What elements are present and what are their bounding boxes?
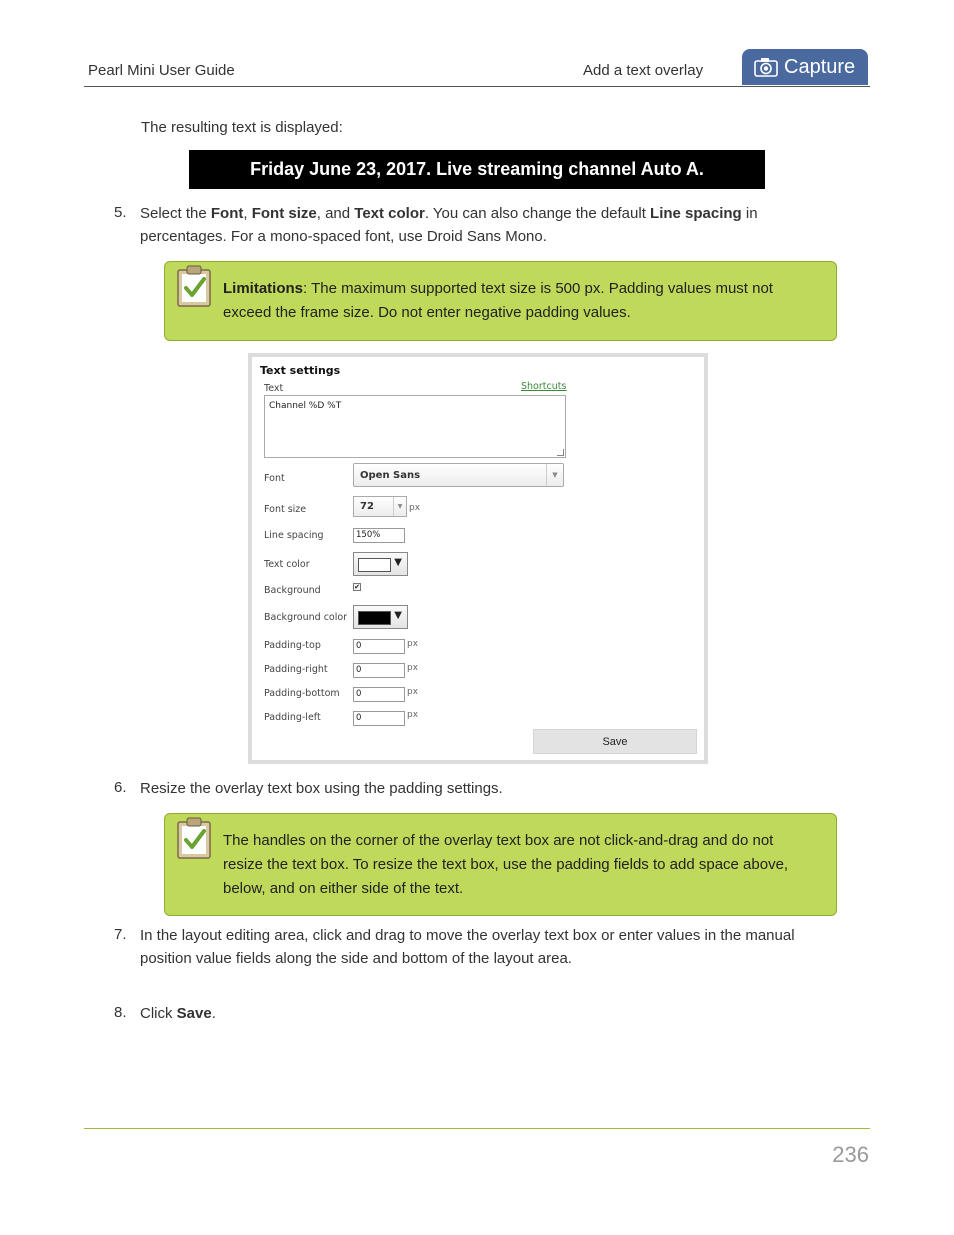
- header-divider: [84, 86, 870, 87]
- chevron-down-icon: ▼: [546, 464, 563, 486]
- limitations-note-text: Limitations: The maximum supported text size is 500 px. Padding values must not exceed the frame size. Do not enter negative padding values.: [223, 280, 773, 321]
- step-number: 8.: [114, 1004, 127, 1021]
- shortcuts-link[interactable]: Shortcuts: [521, 381, 567, 392]
- text-color-picker[interactable]: [353, 552, 408, 576]
- line-spacing-label: Line spacing: [264, 530, 324, 541]
- background-label: Background: [264, 585, 321, 596]
- limitations-note: [164, 261, 837, 341]
- handles-note-text: The handles on the corner of the overlay text box are not click-and-drag and do not resize the text box. To resize the text box, use the padding fields to add space above, below, and on either side of the text.: [223, 832, 789, 897]
- overlay-text-input[interactable]: Channel %D %T: [264, 395, 566, 458]
- handles-note: [164, 813, 837, 916]
- padding-right-unit: px: [407, 663, 419, 673]
- text-settings-title: Text settings: [260, 364, 341, 377]
- font-size-label: Font size: [264, 504, 307, 515]
- save-button[interactable]: Save: [533, 729, 697, 754]
- chevron-down-icon: ▼: [393, 497, 406, 516]
- capture-tab: [742, 49, 868, 85]
- clipboard-check-icon: [175, 264, 213, 308]
- padding-top-label: Padding-top: [264, 640, 321, 651]
- padding-bottom-unit: px: [407, 687, 419, 697]
- overlay-preview-banner: Friday June 23, 2017. Live streaming channel Auto A.: [189, 150, 765, 189]
- caret-down-icon: ▼: [394, 557, 402, 568]
- padding-right-label: Padding-right: [264, 664, 328, 675]
- intro-text: The resulting text is displayed:: [141, 119, 343, 136]
- step-text: Select the Font, Font size, and Text color. You can also change the default Line spacing in percentages. For a mono-spaced font, use Droid Sans Mono.: [140, 205, 758, 245]
- padding-top-input[interactable]: 0: [353, 639, 405, 654]
- padding-left-unit: px: [407, 710, 419, 720]
- text-settings-panel: [248, 353, 708, 764]
- line-spacing-input[interactable]: 150%: [353, 528, 405, 543]
- section-title: Add a text overlay: [583, 62, 704, 79]
- doc-title: Pearl Mini User Guide: [88, 62, 235, 79]
- padding-top-unit: px: [407, 639, 419, 649]
- footer-divider: [84, 1128, 870, 1129]
- background-checkbox[interactable]: ✔: [354, 583, 360, 591]
- font-size-select[interactable]: 72 ▼: [353, 496, 407, 517]
- step-number: 7.: [114, 926, 127, 943]
- background-color-label: Background color: [264, 612, 348, 623]
- page-number: 236: [832, 1142, 869, 1167]
- font-select[interactable]: Open Sans ▼: [353, 463, 564, 487]
- step-number: 6.: [114, 779, 127, 796]
- padding-bottom-label: Padding-bottom: [264, 688, 340, 699]
- background-color-picker[interactable]: [353, 605, 408, 629]
- background-color-swatch: [358, 611, 391, 625]
- step-number: 5.: [114, 204, 127, 221]
- text-color-label: Text color: [264, 559, 310, 570]
- padding-left-label: Padding-left: [264, 712, 321, 723]
- clipboard-check-icon: [175, 816, 213, 860]
- caret-down-icon: ▼: [394, 610, 402, 621]
- font-label: Font: [264, 473, 285, 484]
- step-text: Click Save.: [140, 1005, 216, 1022]
- step-text: In the layout editing area, click and drag to move the overlay text box or enter values in the manual position value fields along the side and bottom of the layout area.: [140, 927, 795, 967]
- capture-tab-label: Capture: [784, 55, 856, 78]
- text-color-swatch: [358, 558, 391, 572]
- padding-bottom-input[interactable]: 0: [353, 687, 405, 702]
- step-text: Resize the overlay text box using the padding settings.: [140, 780, 503, 797]
- camera-icon: [754, 57, 778, 77]
- font-size-unit: px: [409, 503, 421, 513]
- resize-grip-icon[interactable]: [557, 449, 564, 456]
- padding-left-input[interactable]: 0: [353, 711, 405, 726]
- padding-right-input[interactable]: 0: [353, 663, 405, 678]
- text-label: Text: [264, 383, 284, 394]
